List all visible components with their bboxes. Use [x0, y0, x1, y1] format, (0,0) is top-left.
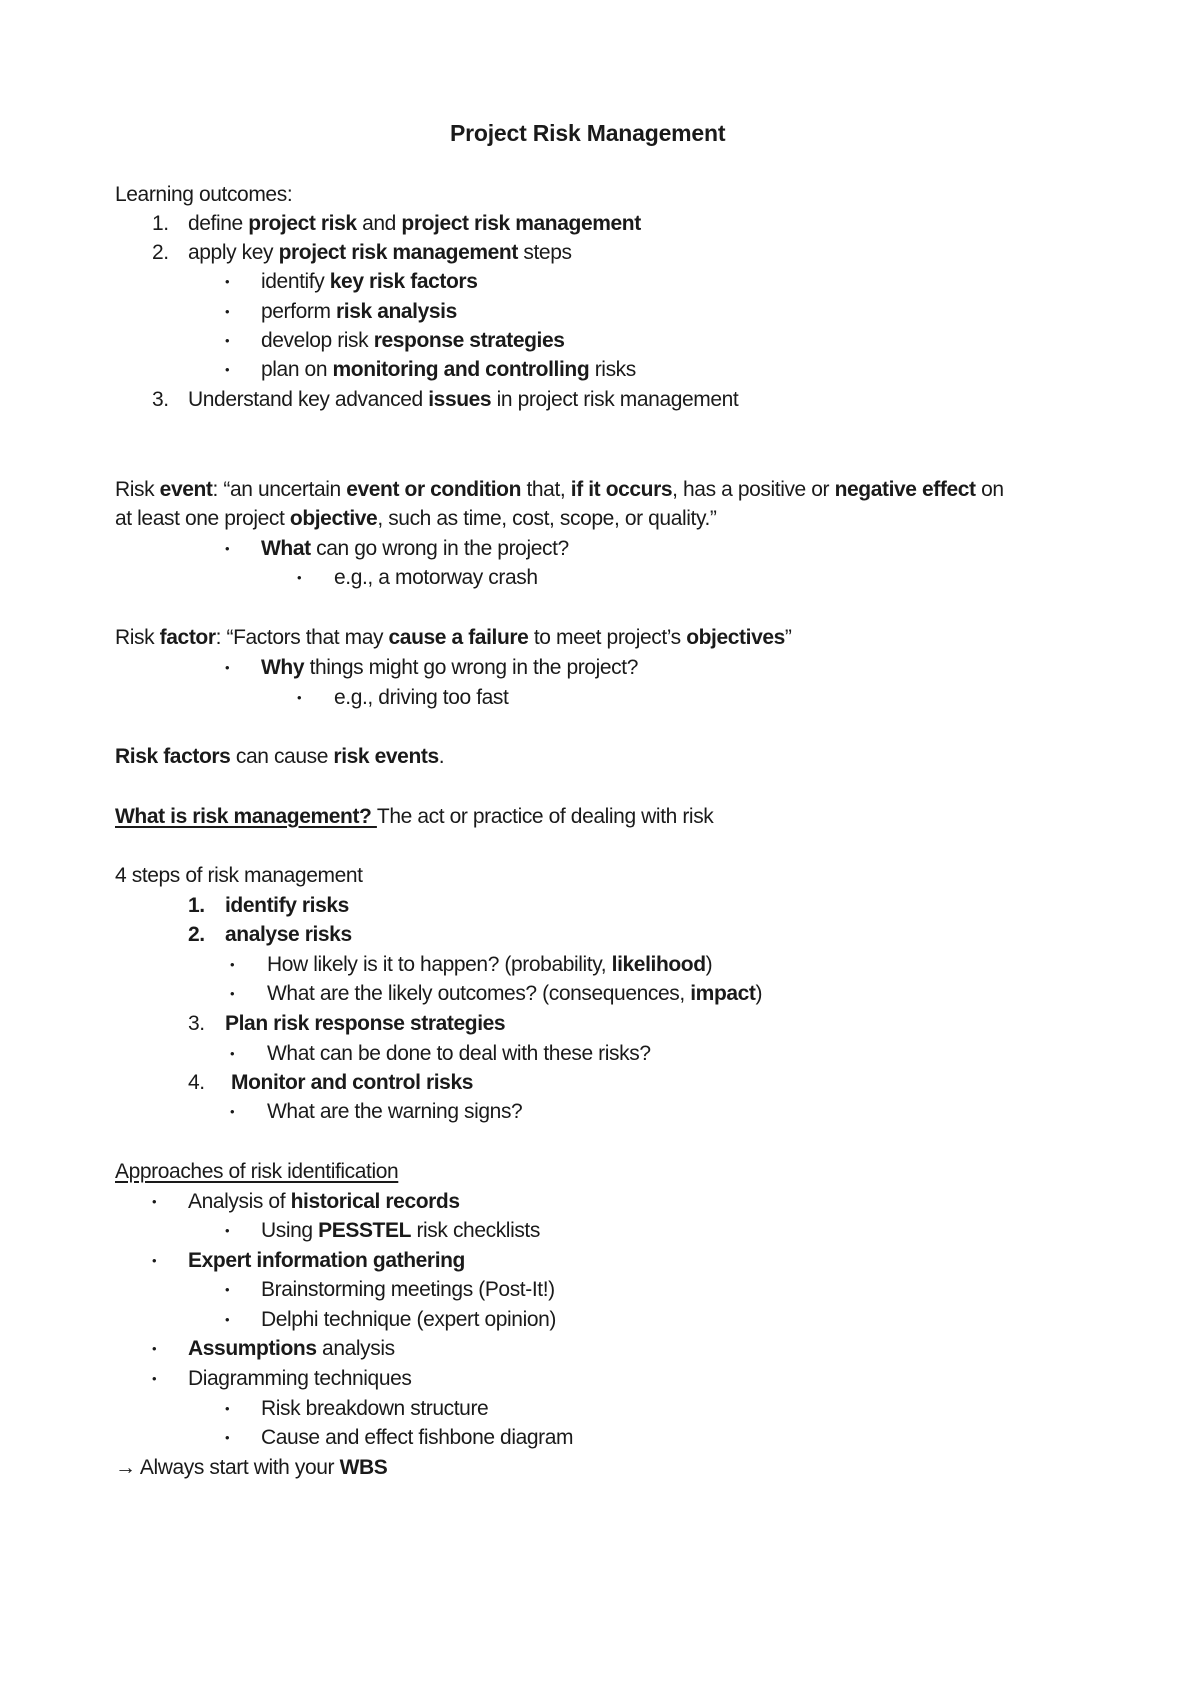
risk-event-definition-cont: at least one project objective, such as time, cost, scope, or quality.”	[115, 507, 717, 530]
list-number: 1.	[152, 212, 169, 235]
bullet-icon: •	[225, 1430, 230, 1445]
bullet-icon: •	[230, 957, 235, 972]
approach-subitem: Brainstorming meetings (Post-It!)	[261, 1278, 555, 1301]
bullet-icon: •	[225, 1401, 230, 1416]
bullet-icon: •	[225, 362, 230, 377]
list-number: 1.	[188, 894, 205, 917]
learning-outcomes-heading: Learning outcomes:	[115, 183, 293, 206]
wbs-reminder: → Always start with your WBS	[115, 1456, 388, 1479]
approaches-heading: Approaches of risk identification	[115, 1160, 399, 1183]
outcome-item-2: apply key project risk management steps	[188, 241, 572, 264]
bullet-icon: •	[152, 1341, 157, 1356]
outcome-subitem: plan on monitoring and controlling risks	[261, 358, 636, 381]
step-1: identify risks	[225, 894, 349, 917]
bullet-icon: •	[225, 274, 230, 289]
bullet-icon: •	[152, 1253, 157, 1268]
outcome-subitem: identify key risk factors	[261, 270, 478, 293]
risk-event-definition: Risk event: “an uncertain event or condition that, if it occurs, has a positive or negative effect on	[115, 478, 1004, 501]
risk-factor-definition: Risk factor: “Factors that may cause a failure to meet project’s objectives”	[115, 626, 792, 649]
bullet-icon: •	[225, 1223, 230, 1238]
risk-cause-statement: Risk factors can cause risk events.	[115, 745, 445, 768]
bullet-icon: •	[152, 1371, 157, 1386]
risk-factor-example: e.g., driving too fast	[334, 686, 509, 709]
approach-item: Expert information gathering	[188, 1249, 465, 1272]
approach-subitem: Cause and effect fishbone diagram	[261, 1426, 574, 1449]
outcome-item-3: Understand key advanced issues in project risk management	[188, 388, 739, 411]
bullet-icon: •	[297, 570, 302, 585]
outcome-subitem: perform risk analysis	[261, 300, 457, 323]
approach-item: Analysis of historical records	[188, 1190, 460, 1213]
steps-heading: 4 steps of risk management	[115, 864, 363, 887]
list-number: 3.	[152, 388, 169, 411]
risk-management-definition: What is risk management? The act or practice of dealing with risk	[115, 805, 714, 828]
risk-factor-question: Why things might go wrong in the project?	[261, 656, 638, 679]
step-4: Monitor and control risks	[231, 1071, 474, 1094]
bullet-icon: •	[225, 1282, 230, 1297]
bullet-icon: •	[225, 1312, 230, 1327]
bullet-icon: •	[230, 986, 235, 1001]
approach-item: Diagramming techniques	[188, 1367, 412, 1390]
step-2: analyse risks	[225, 923, 352, 946]
bullet-icon: •	[230, 1104, 235, 1119]
step-2-subitem: What are the likely outcomes? (consequences, impact)	[267, 982, 763, 1005]
bullet-icon: •	[225, 660, 230, 675]
outcome-subitem: develop risk response strategies	[261, 329, 565, 352]
step-3-subitem: What can be done to deal with these risks?	[267, 1042, 651, 1065]
outcome-item-1: define project risk and project risk management	[188, 212, 641, 235]
approach-subitem: Delphi technique (expert opinion)	[261, 1308, 556, 1331]
page-title: Project Risk Management	[450, 120, 726, 146]
approach-subitem: Risk breakdown structure	[261, 1397, 489, 1420]
bullet-icon: •	[225, 333, 230, 348]
bullet-icon: •	[225, 541, 230, 556]
approach-subitem: Using PESSTEL risk checklists	[261, 1219, 540, 1242]
approach-item: Assumptions analysis	[188, 1337, 395, 1360]
bullet-icon: •	[230, 1046, 235, 1061]
list-number: 2.	[152, 241, 169, 264]
step-4-subitem: What are the warning signs?	[267, 1100, 523, 1123]
bullet-icon: •	[225, 304, 230, 319]
step-2-subitem: How likely is it to happen? (probability, likelihood)	[267, 953, 713, 976]
risk-event-question: What can go wrong in the project?	[261, 537, 569, 560]
bullet-icon: •	[297, 690, 302, 705]
list-number: 3.	[188, 1012, 205, 1035]
bullet-icon: •	[152, 1194, 157, 1209]
list-number: 2.	[188, 923, 205, 946]
risk-event-example: e.g., a motorway crash	[334, 566, 538, 589]
list-number: 4.	[188, 1071, 205, 1094]
step-3: Plan risk response strategies	[225, 1012, 506, 1035]
arrow-right-icon: →	[115, 1456, 136, 1479]
